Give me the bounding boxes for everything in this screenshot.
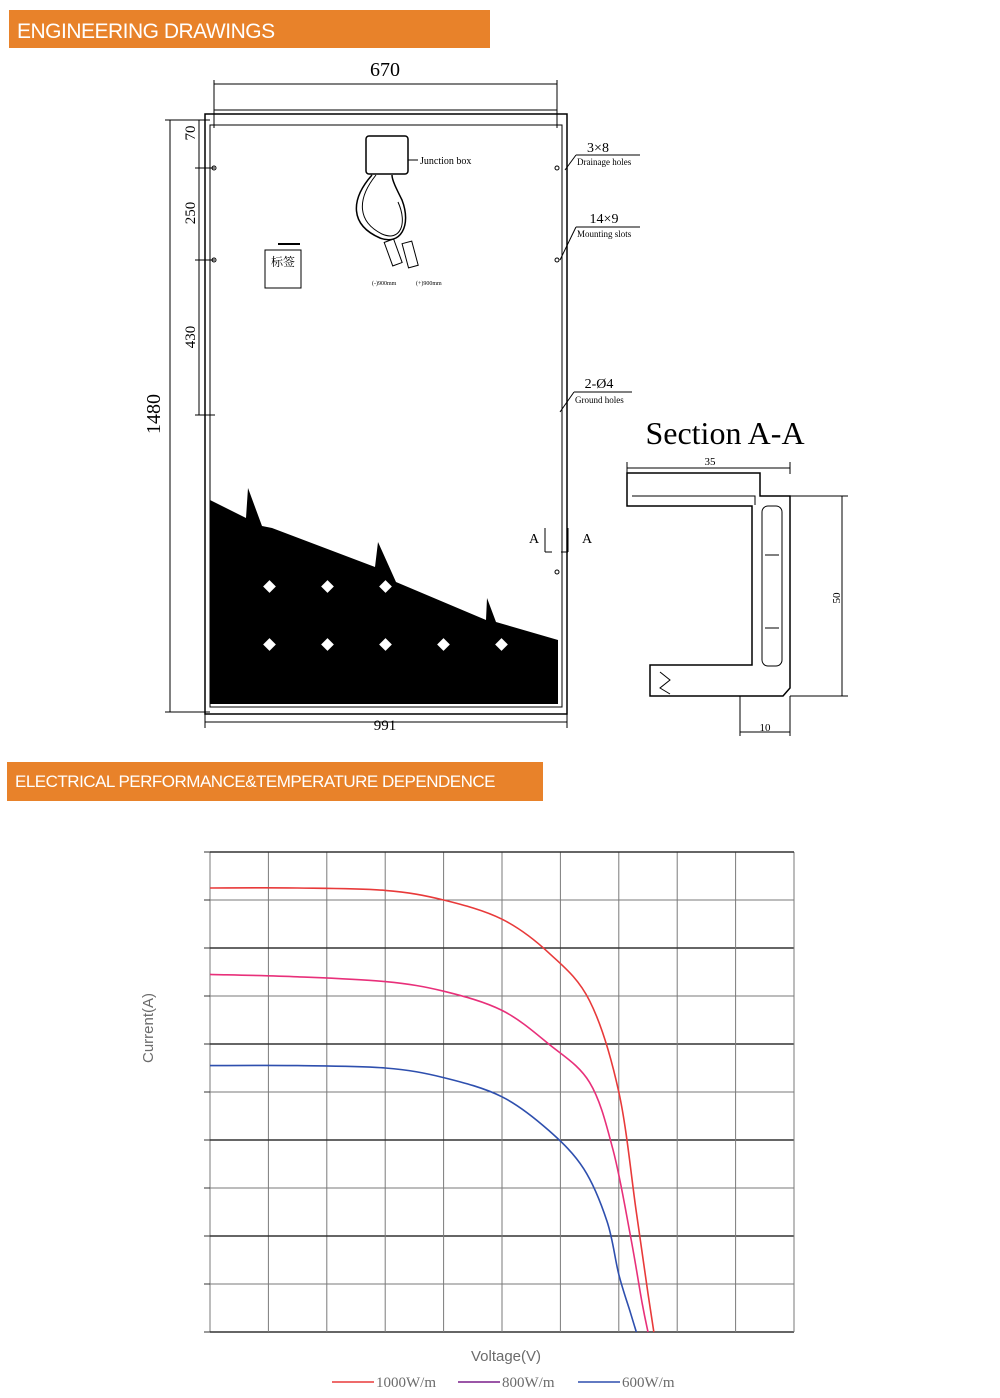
dim-height-total: 1480 — [143, 394, 165, 434]
series-line-800w-m — [210, 974, 648, 1332]
dim-seg-70: 70 — [183, 125, 199, 141]
cable-negative-label: (-)900mm — [372, 281, 397, 287]
drainage-label: Drainage holes — [577, 157, 632, 167]
dim-seg-430: 430 — [183, 325, 199, 349]
drainage-size: 3×8 — [587, 141, 609, 156]
series-line-1000w-m — [210, 888, 654, 1332]
legend-label: 600W/m — [622, 1375, 675, 1391]
y-axis-label: Current(A) — [140, 992, 157, 1064]
junction-box-label: Junction box — [420, 156, 472, 167]
section-dim-bottom: 10 — [759, 722, 771, 734]
dim-seg-250: 250 — [183, 201, 199, 225]
label-tag-text: 标签 — [270, 255, 296, 269]
section-mark-right: A — [581, 532, 593, 547]
ground-label: Ground holes — [575, 395, 624, 405]
cable-positive-label: (+)900mm — [416, 281, 442, 287]
solar-cells-region — [210, 488, 558, 704]
dim-width-top: 670 — [370, 59, 400, 81]
legend-label: 800W/m — [502, 1375, 555, 1391]
chart-legend — [332, 1375, 675, 1391]
electrical-performance-banner — [7, 762, 543, 801]
iv-curve-chart — [0, 798, 1000, 1398]
section-mark-left: A — [528, 532, 540, 547]
ground-size: 2-Ø4 — [584, 377, 614, 392]
dim-width-bottom: 991 — [373, 718, 397, 734]
engineering-drawings-title: ENGINEERING DRAWINGS — [17, 20, 275, 43]
legend-label: 1000W/m — [376, 1375, 436, 1391]
series-line-600w-m — [210, 1065, 636, 1332]
electrical-performance-title: ELECTRICAL PERFORMANCE&TEMPERATURE DEPENDENCE — [15, 772, 496, 791]
section-title: Section A-A — [645, 415, 805, 451]
mounting-size: 14×9 — [589, 212, 619, 227]
mounting-label: Mounting slots — [577, 229, 632, 239]
junction-box — [366, 136, 408, 174]
section-dim-right: 50 — [831, 592, 843, 604]
chart-grid — [204, 852, 794, 1332]
section-dim-top: 35 — [704, 456, 716, 468]
chart-series — [210, 888, 654, 1332]
x-axis-label: Voltage(V) — [470, 1348, 542, 1365]
